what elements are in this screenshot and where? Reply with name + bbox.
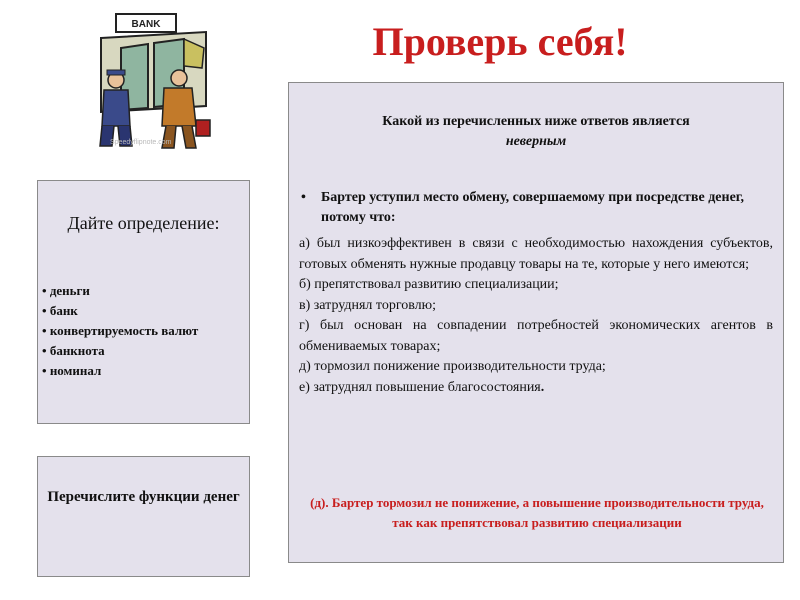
guard-cap (107, 70, 125, 75)
answer-list (299, 234, 773, 398)
list-item: • деньги (42, 281, 227, 301)
page-title: Проверь себя! (372, 19, 628, 64)
question-emphasis: неверным (505, 134, 567, 149)
list-item: • конвертируемость валют (42, 321, 227, 341)
question-heading (289, 112, 783, 152)
functions-box (37, 456, 250, 577)
definition-list (42, 281, 227, 381)
answer-item: е) затруднял повышение благосостояния . (299, 378, 773, 399)
answer-item: а) был низкоэффективен в связи с необходимостью нахождения субъектов, готовых обменять нужные продавцу товары на те, которые у него имеются; (299, 236, 773, 272)
bank-sign-text: BANK (131, 19, 161, 30)
clipart-watermark: Speedyflipnote.com (110, 139, 172, 146)
functions-title: Перечислите функции денег (47, 489, 240, 505)
question-box (288, 82, 784, 563)
definition-title: Дайте определение: (67, 213, 220, 233)
customer-head (171, 70, 187, 86)
question-bullet (301, 188, 771, 228)
answer-key: (д). Бартер тормозил не понижение, а повышение производительности труда, так как препятствовал развитию специализации (310, 495, 764, 530)
answer-item: в) затруднял торговлю; (299, 297, 437, 313)
bullet-text: Бартер уступил место обмену, совершаемому при посредстве денег, потому что: (321, 190, 745, 225)
customer-coat (162, 88, 196, 126)
guard-body (102, 90, 130, 126)
bullet-dot: • (301, 190, 306, 205)
answer-item: д) тормозил понижение производительности труда; (299, 359, 606, 374)
question-text: Какой из перечисленных ниже ответов является (382, 114, 690, 129)
definition-box (37, 180, 250, 424)
list-item: • банкнота (42, 341, 227, 361)
list-item: • номинал (42, 361, 227, 381)
answer-item: г) был основан на совпадении потребностей экономических агентов в обмениваемых товарах; (299, 318, 773, 354)
answer-item: б) препятствовал развитию специализации; (299, 277, 559, 292)
list-item: • банк (42, 301, 227, 321)
briefcase (196, 120, 210, 136)
bank-clipart (76, 8, 226, 153)
